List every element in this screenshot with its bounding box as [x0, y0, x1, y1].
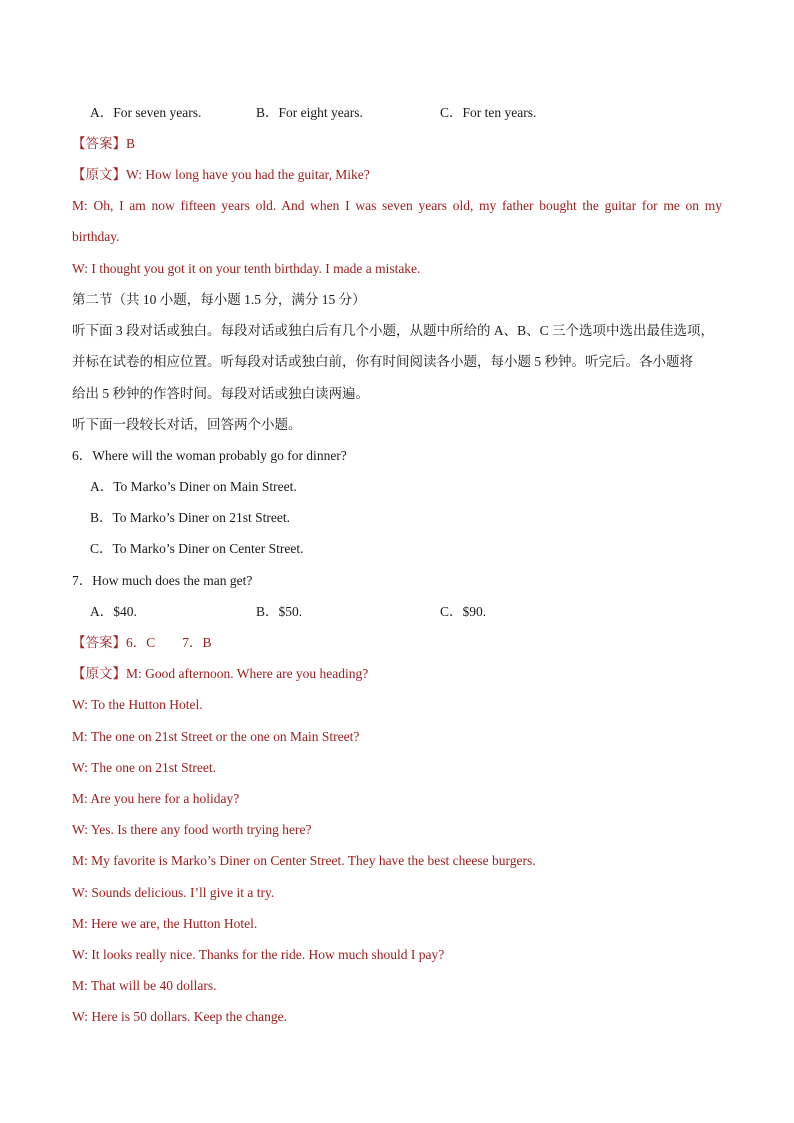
transcript-line-6: W: Yes. Is there any food worth trying here? — [72, 822, 312, 837]
q5-transcript-line-2: M: Oh, I am now fifteen years old. And when I was seven years old, my father bought the guitar for me on my — [72, 198, 722, 213]
q6-option-a: A．To Marko’s Diner on Main Street. — [90, 479, 297, 494]
transcript-line-4: W: The one on 21st Street. — [72, 760, 216, 775]
q7-option-b: B．$50. — [256, 604, 303, 619]
section2-instruction-3: 给出 5 秒钟的作答时间。每段对话或独白读两遍。 — [72, 386, 369, 401]
q7-option-a: A．$40. — [90, 604, 137, 619]
transcript-line-9: M: Here we are, the Hutton Hotel. — [72, 916, 258, 931]
answer-value: 6．C 7．B — [126, 635, 212, 650]
transcript-line-7: M: My favorite is Marko’s Diner on Center Street. They have the best cheese burgers. — [72, 853, 536, 868]
answer-tag: 【答案】 — [72, 136, 126, 151]
q5-transcript-line-4: W: I thought you got it on your tenth birthday. I made a mistake. — [72, 261, 421, 276]
answers-6-7 — [72, 634, 212, 652]
q5-transcript-line-3: birthday. — [72, 229, 120, 244]
q6-stem: 6．Where will the woman probably go for dinner? — [72, 448, 347, 463]
source-tag: 【原文】 — [72, 167, 126, 182]
transcript-line-2: W: To the Hutton Hotel. — [72, 697, 203, 712]
section2-instruction-4: 听下面一段较长对话，回答两个小题。 — [72, 417, 302, 432]
transcript-text: W: How long have you had the guitar, Mike? — [126, 167, 370, 182]
q5-option-c: C．For ten years. — [440, 105, 537, 120]
transcript-line-5: M: Are you here for a holiday? — [72, 791, 240, 806]
transcript-line-8: W: Sounds delicious. I’ll give it a try. — [72, 885, 275, 900]
transcript-line-12: W: Here is 50 dollars. Keep the change. — [72, 1009, 288, 1024]
answer-tag: 【答案】 — [72, 635, 126, 650]
q7-option-c: C．$90. — [440, 604, 487, 619]
answer-value: B — [126, 136, 136, 151]
transcript-line-11: M: That will be 40 dollars. — [72, 978, 217, 993]
q7-stem: 7．How much does the man get? — [72, 573, 253, 588]
q5-transcript-line-1 — [72, 166, 370, 184]
section2-instruction-1: 听下面 3 段对话或独白。每段对话或独白后有几个小题，从题中所给的 A、B、C 三个选项中选出最佳选项， — [72, 323, 715, 338]
transcript-line-1 — [72, 665, 368, 683]
transcript-line-10: W: It looks really nice. Thanks for the ride. How much should I pay? — [72, 947, 445, 962]
q5-option-a: A．For seven years. — [90, 105, 202, 120]
q5-answer — [72, 135, 135, 153]
section2-instruction-2: 并标在试卷的相应位置。听每段对话或独白前，你有时间阅读各小题，每小题 5 秒钟。听完后。各小题将 — [72, 354, 693, 369]
q5-option-b: B．For eight years. — [256, 105, 363, 120]
source-tag: 【原文】 — [72, 666, 126, 681]
transcript-text: M: Good afternoon. Where are you heading? — [126, 666, 369, 681]
transcript-line-3: M: The one on 21st Street or the one on Main Street? — [72, 729, 360, 744]
section2-heading: 第二节（共 10 小题，每小题 1.5 分，满分 15 分） — [72, 292, 366, 307]
q6-option-c: C．To Marko’s Diner on Center Street. — [90, 541, 304, 556]
q6-option-b: B．To Marko’s Diner on 21st Street. — [90, 510, 291, 525]
